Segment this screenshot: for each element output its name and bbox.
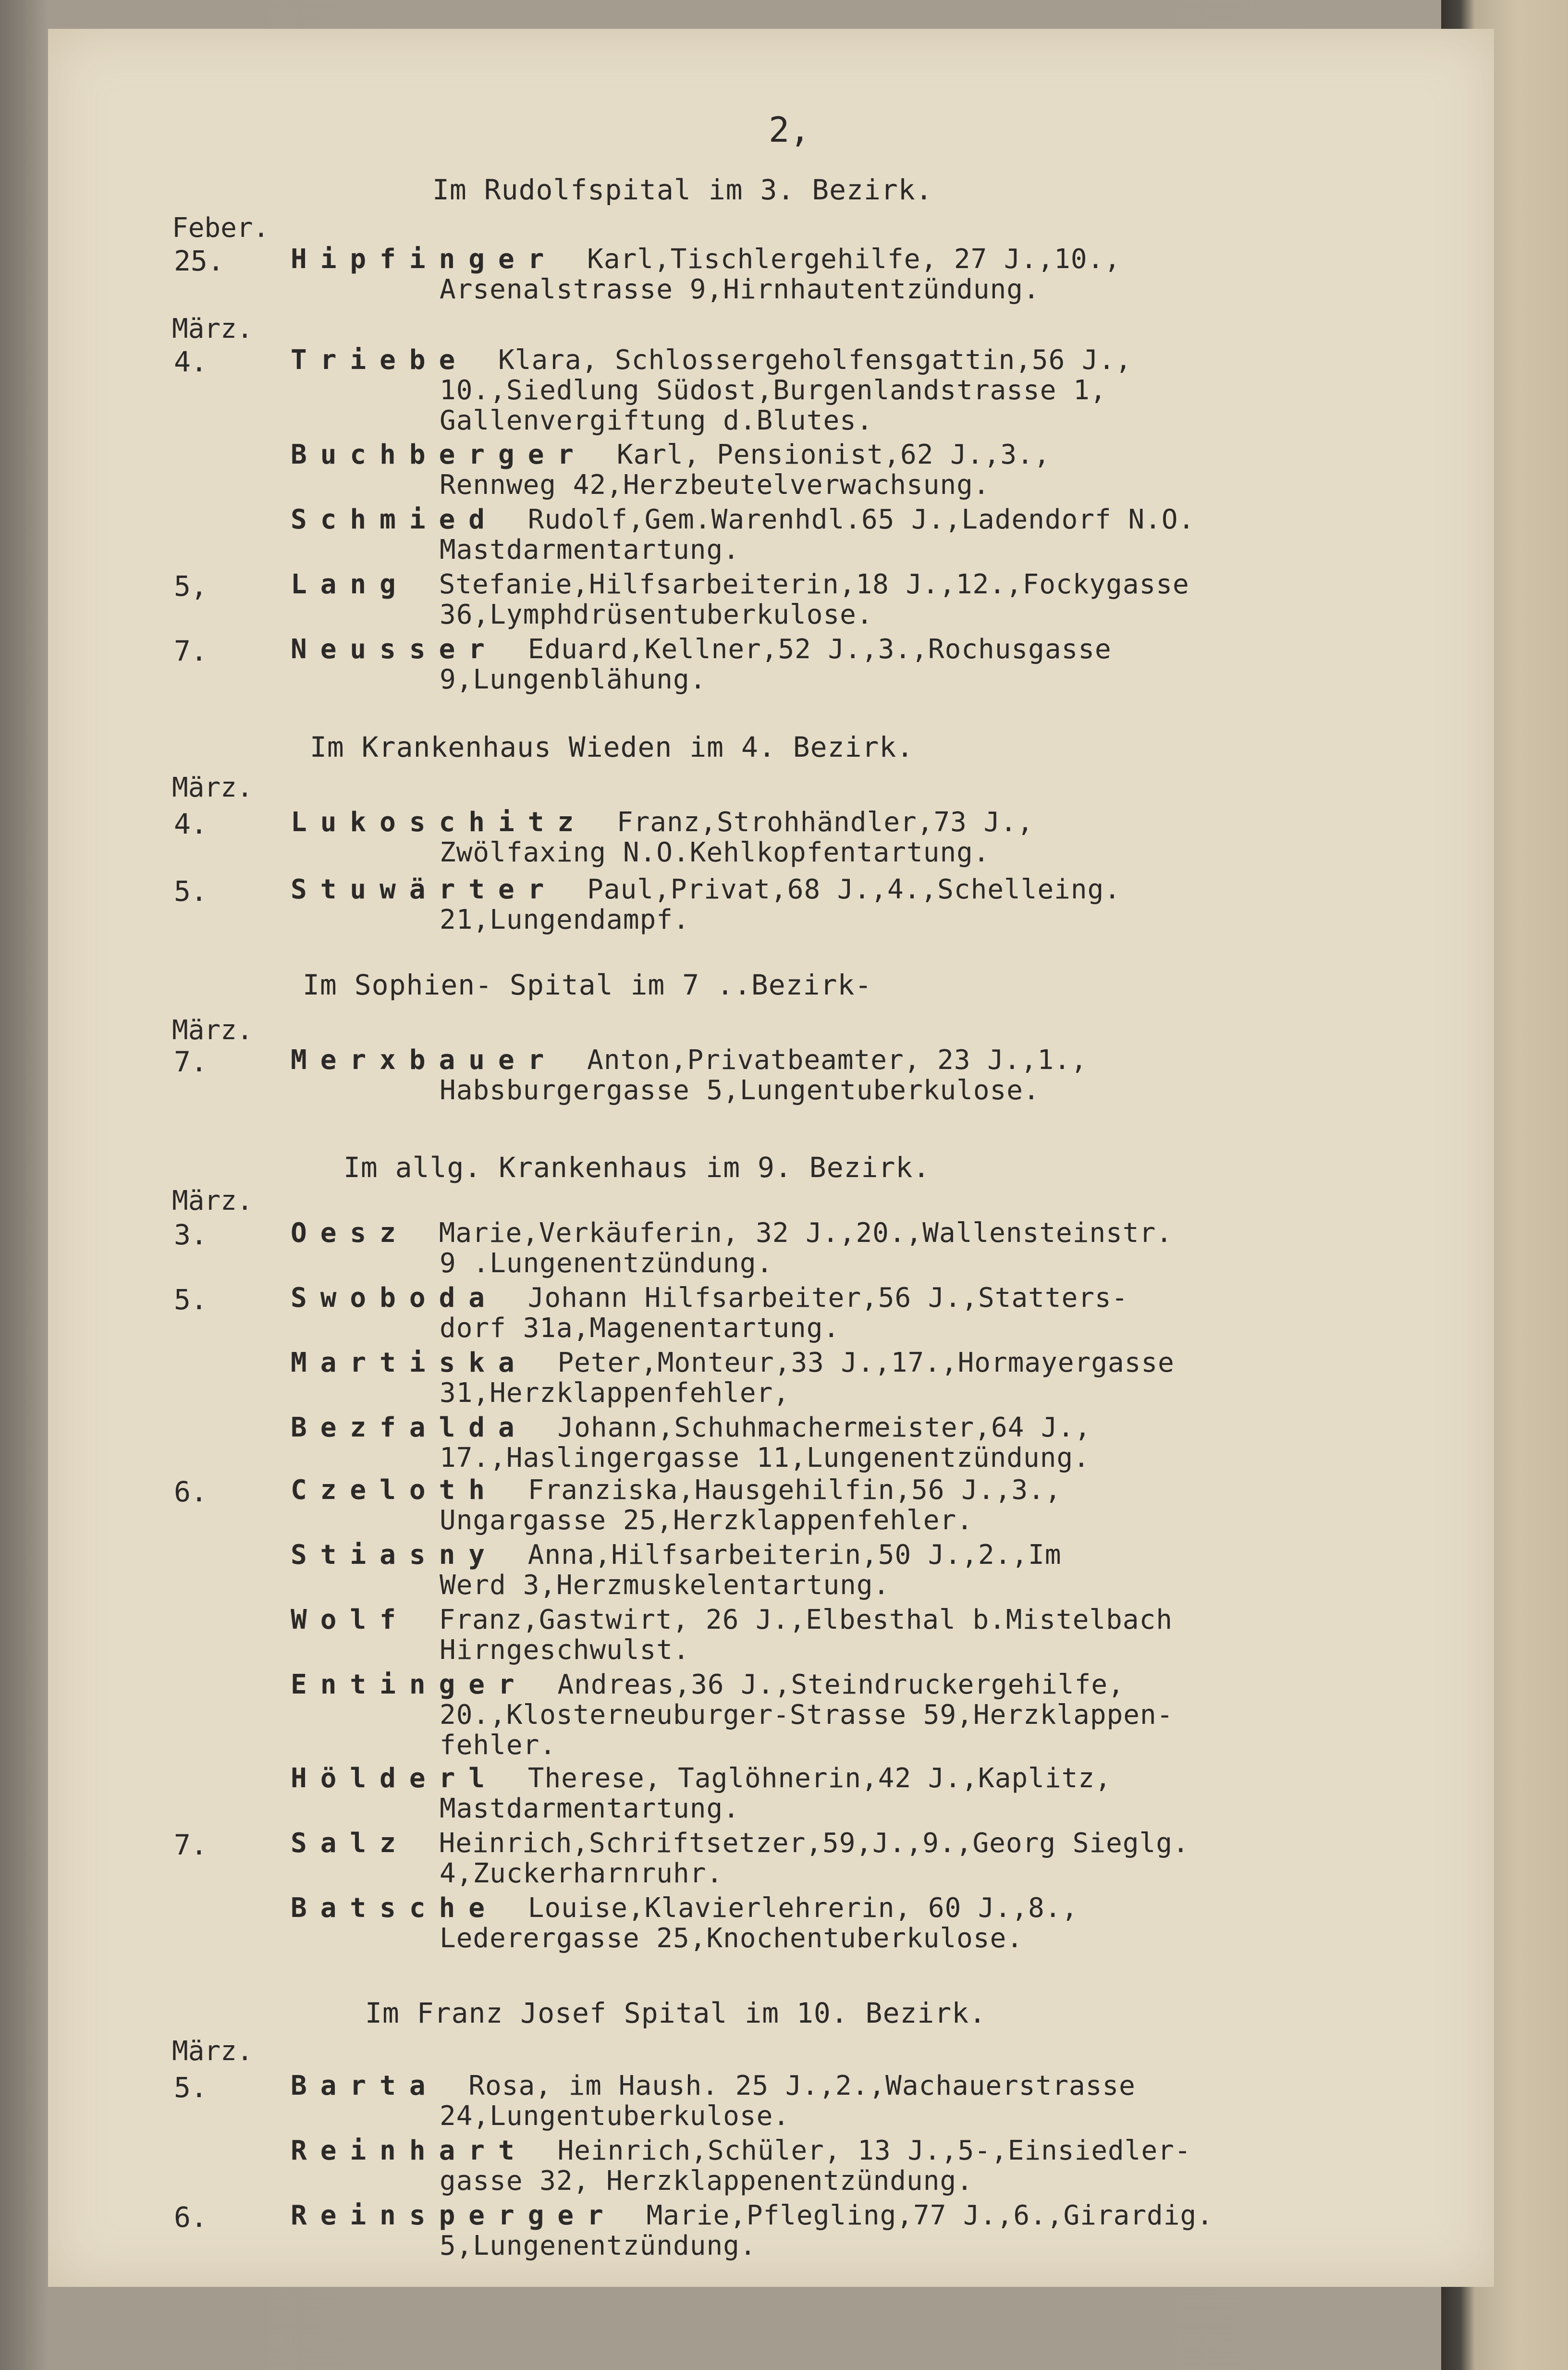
entry-details: Peter,Monteur,33 J.,17.,Hormayergasse — [557, 1347, 1175, 1378]
entry-continuation: Mastdarmentartung. — [440, 534, 740, 565]
month-label: März. — [172, 1185, 253, 1216]
entry-details: Marie,Pflegling,77 J.,6.,Girardig. — [646, 2200, 1213, 2231]
day-label: 6. — [174, 1475, 208, 1508]
entry-details: Rosa, im Haush. 25 J.,2.,Wachauerstrasse — [468, 2070, 1136, 2101]
entry-details: Franz,Strohhändler,73 J., — [616, 807, 1034, 838]
section-heading: Im Sophien- Spital im 7 ..Bezirk- — [303, 969, 872, 1001]
day-label: 4. — [174, 808, 208, 840]
entry-details: Anna,Hilfsarbeiterin,50 J.,2.,Im — [527, 1539, 1062, 1571]
death-entry — [291, 2136, 1520, 2196]
death-entry — [291, 2071, 1520, 2131]
section-heading: Im Krankenhaus Wieden im 4. Bezirk. — [310, 731, 914, 763]
death-entry — [291, 807, 1520, 868]
entry-details: Heinrich,Schriftsetzer,59,J.,9.,Georg Sieglg. — [439, 1828, 1189, 1859]
entry-details: Marie,Verkäuferin, 32 J.,20.,Wallensteinstr. — [439, 1217, 1173, 1249]
surname: Swoboda — [291, 1282, 499, 1314]
entry-details: Paul,Privat,68 J.,4.,Schelleing. — [587, 874, 1121, 905]
death-entry — [291, 1763, 1520, 1824]
entry-details: Rudolf,Gem.Warenhdl.65 J.,Ladendorf N.O. — [527, 504, 1195, 535]
surname: Wolf — [291, 1604, 409, 1635]
surname: Hölderl — [291, 1763, 499, 1794]
entry-details: Eduard,Kellner,52 J.,3.,Rochusgasse — [527, 634, 1112, 665]
entry-details: Johann Hilfsarbeiter,56 J.,Statters- — [527, 1282, 1128, 1314]
month-label: Feber. — [172, 212, 270, 244]
day-label: 7. — [174, 1045, 208, 1078]
month-label: März. — [172, 772, 253, 803]
surname: Entinger — [291, 1669, 528, 1700]
day-label: 5. — [174, 875, 208, 908]
surname: Stiasny — [291, 1539, 499, 1571]
entry-continuation: Ungargasse 25,Herzklappenfehler. — [440, 1505, 973, 1536]
entry-continuation: Rennweg 42,Herzbeutelverwachsung. — [440, 469, 990, 501]
surname: Oesz — [291, 1217, 409, 1249]
entry-continuation: 31,Herzklappenfehler, — [440, 1377, 790, 1409]
section-heading: Im Franz Josef Spital im 10. Bezirk. — [365, 1997, 987, 2029]
month-label: März. — [172, 1015, 253, 1046]
day-label: 5, — [174, 570, 208, 602]
entry-details: Heinrich,Schüler, 13 J.,5-,Einsiedler- — [557, 2135, 1191, 2166]
entry-details: Franziska,Hausgehilfin,56 J.,3., — [527, 1474, 1062, 1506]
entry-details: Therese, Taglöhnerin,42 J.,Kaplitz, — [527, 1763, 1112, 1794]
surname: Barta — [291, 2070, 439, 2101]
entry-continuation: Habsburgergasse 5,Lungentuberkulose. — [440, 1075, 1040, 1106]
entry-continuation: 17.,Haslingergasse 11,Lungenentzündung. — [440, 1442, 1090, 1474]
entry-details: Karl,Tischlergehilfe, 27 J.,10., — [587, 244, 1121, 275]
entry-continuation: 20.,Klosterneuburger-Strasse 59,Herzklappen- — [440, 1699, 1174, 1731]
surname: Merxbauer — [291, 1044, 558, 1076]
death-entry — [291, 634, 1520, 695]
entry-continuation: Arsenalstrasse 9,Hirnhautentzündung. — [440, 274, 1040, 305]
surname: Stuwärter — [291, 874, 558, 905]
entry-continuation: 5,Lungenentzündung. — [440, 2230, 757, 2261]
entry-details: Anton,Privatbeamter, 23 J.,1., — [587, 1044, 1088, 1076]
death-entry — [291, 1218, 1520, 1278]
death-entry — [291, 1348, 1520, 1408]
month-label: März. — [172, 313, 253, 344]
death-entry — [291, 440, 1520, 500]
day-label: 25. — [174, 245, 224, 277]
entry-continuation: 24,Lungentuberkulose. — [440, 2100, 790, 2132]
death-entry — [291, 1283, 1520, 1343]
surname: Hipfinger — [291, 244, 558, 275]
entry-details: Klara, Schlossergeholfensgattin,56 J., — [498, 344, 1132, 376]
entry-continuation: 21,Lungendampf. — [440, 904, 690, 935]
entry-continuation: Zwölfaxing N.O.Kehlkopfentartung. — [440, 837, 990, 868]
day-label: 5. — [174, 2071, 208, 2104]
surname: Lukoschitz — [291, 807, 588, 838]
death-entry — [291, 1540, 1520, 1600]
day-label: 6. — [174, 2201, 208, 2234]
entry-continuation: fehler. — [440, 1730, 557, 1761]
entry-continuation: dorf 31a,Magenentartung. — [440, 1313, 840, 1344]
death-entry — [291, 1475, 1520, 1535]
entry-continuation: 10.,Siedlung Südost,Burgenlandstrasse 1, — [440, 375, 1107, 406]
death-entry — [291, 1670, 1520, 1760]
surname: Martiska — [291, 1347, 528, 1378]
entry-continuation: Werd 3,Herzmuskelentartung. — [440, 1570, 890, 1601]
surname: Salz — [291, 1828, 409, 1859]
surname: Buchberger — [291, 439, 588, 470]
surname: Reinhart — [291, 2135, 528, 2166]
entry-continuation: gasse 32, Herzklappenentzündung. — [440, 2165, 973, 2197]
death-entry — [291, 1893, 1520, 1953]
surname: Neusser — [291, 634, 499, 665]
entry-continuation: 9,Lungenblähung. — [440, 664, 707, 695]
day-label: 4. — [174, 345, 208, 378]
surname: Lang — [291, 569, 409, 600]
death-entry — [291, 244, 1520, 305]
death-entry — [291, 345, 1520, 436]
section-heading: Im allg. Krankenhaus im 9. Bezirk. — [343, 1151, 931, 1184]
document-page — [48, 29, 1494, 2287]
entry-details: Karl, Pensionist,62 J.,3., — [616, 439, 1051, 470]
day-label: 5. — [174, 1283, 208, 1316]
death-entry — [291, 874, 1520, 935]
entry-details: Louise,Klavierlehrerin, 60 J.,8., — [527, 1892, 1078, 1924]
death-entry — [291, 2200, 1520, 2261]
entry-continuation: Hirngeschwulst. — [440, 1634, 690, 1666]
entry-continuation: 4,Zuckerharnruhr. — [440, 1858, 723, 1889]
surname: Czeloth — [291, 1474, 499, 1506]
death-entry — [291, 504, 1520, 565]
death-entry — [291, 569, 1520, 630]
entry-continuation: Gallenvergiftung d.Blutes. — [440, 405, 873, 436]
death-entry — [291, 1412, 1520, 1473]
surname: Triebe — [291, 344, 469, 376]
surname: Reinsperger — [291, 2200, 617, 2231]
entry-continuation: 9 .Lungenentzündung. — [440, 1248, 773, 1279]
entry-details: Franz,Gastwirt, 26 J.,Elbesthal b.Mistelbach — [439, 1604, 1173, 1635]
month-label: März. — [172, 2036, 253, 2067]
entry-continuation: 36,Lymphdrüsentuberkulose. — [440, 599, 873, 630]
death-entry — [291, 1045, 1520, 1105]
entry-details: Johann,Schuhmachermeister,64 J., — [557, 1412, 1091, 1443]
surname: Bezfalda — [291, 1412, 528, 1443]
entry-details: Andreas,36 J.,Steindruckergehilfe, — [557, 1669, 1125, 1700]
day-label: 7. — [174, 1829, 208, 1861]
page-number: 2, — [769, 110, 810, 150]
death-entry — [291, 1605, 1520, 1665]
section-heading: Im Rudolfspital im 3. Bezirk. — [432, 173, 933, 206]
day-label: 7. — [174, 635, 208, 667]
day-label: 3. — [174, 1218, 208, 1251]
surname: Batsche — [291, 1892, 499, 1924]
surname: Schmied — [291, 504, 499, 535]
entry-continuation: Mastdarmentartung. — [440, 1793, 740, 1824]
entry-details: Stefanie,Hilfsarbeiterin,18 J.,12.,Fockygasse — [439, 569, 1189, 600]
death-entry — [291, 1828, 1520, 1889]
entry-continuation: Lederergasse 25,Knochentuberkulose. — [440, 1923, 1024, 1954]
